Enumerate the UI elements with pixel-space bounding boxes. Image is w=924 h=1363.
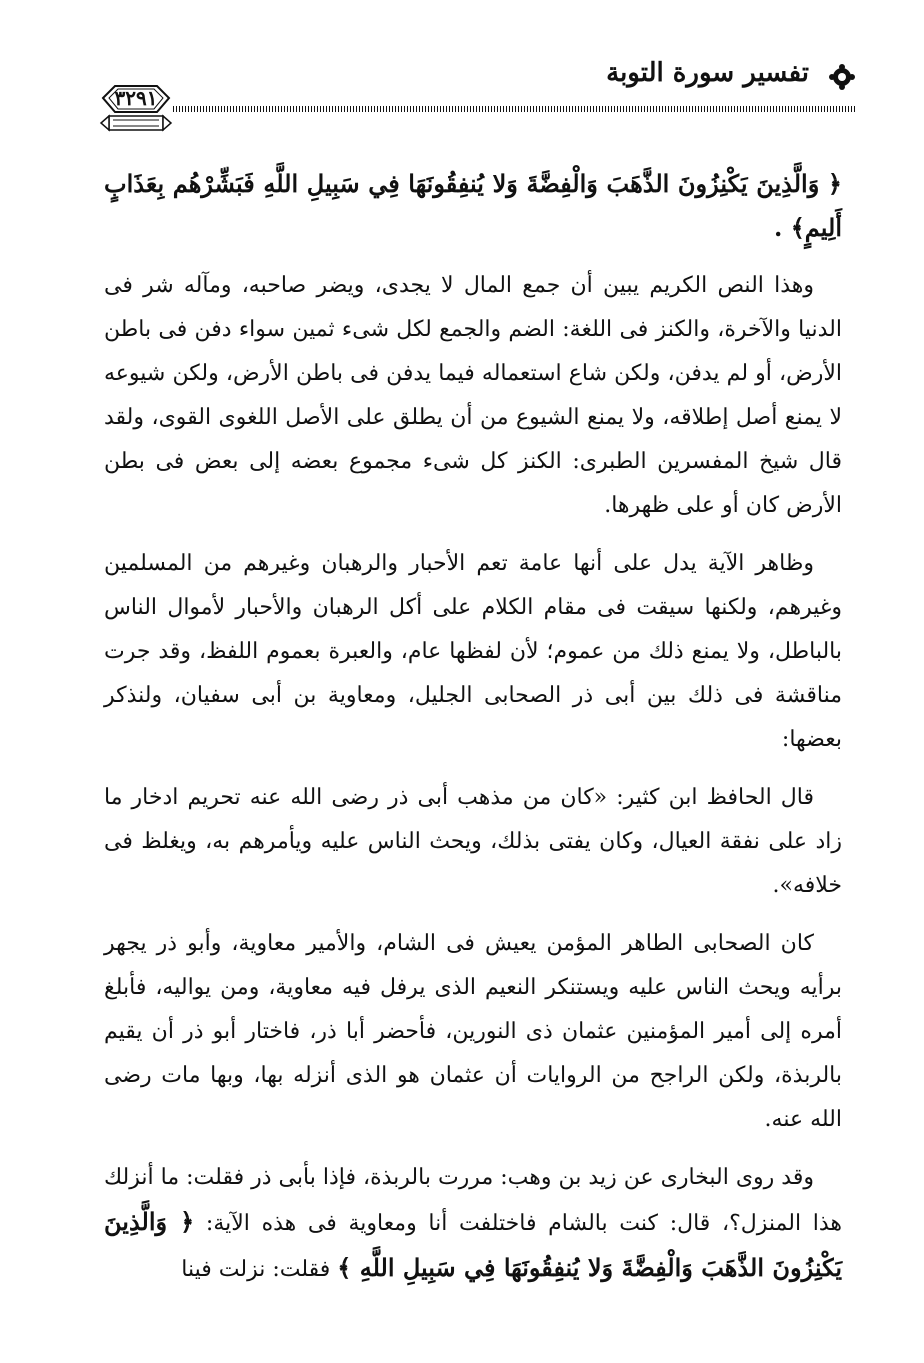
page-body xyxy=(104,162,842,1306)
paragraph-4: كان الصحابى الطاهر المؤمن يعيش فى الشام، والأمير معاوية، وأبو ذر يجهر برأيه ويحث الناس عليه ويستنكر النعيم الذى يرفل فيه معاوية، ومن يواليه، فأبلغ أمره إلى أمير المؤمنين عثمان ذى النورين، فأحضر أبا ذر، فاختار أبو ذر أن يقيم بالربذة، ولكن الراجح من الروايات أن عثمان هو الذى أنزله بها، وبها مات رضى الله عنه. xyxy=(104,931,842,1132)
paragraph-5-tail: فقلت: نزلت فينا xyxy=(181,1257,331,1282)
paragraph-5-text: وقد روى البخارى عن زيد بن وهب: مررت بالربذة، فإذا بأبى ذر فقلت: ما أنزلك هذا المنزل؟، قال: كنت بالشام فاختلفت أنا ومعاوية فى هذه الآية: xyxy=(104,1165,842,1236)
header-rule xyxy=(173,106,855,112)
quran-verse: ﴿ وَالَّذِينَ يَكْنِزُونَ الذَّهَبَ وَالْفِضَّةَ وَلا يُنفِقُونَهَا فِي سَبِيلِ اللَّهِ فَبَشِّرْهُم بِعَذَابٍ أَلِيمٍ﴾ . xyxy=(104,169,842,242)
paragraph-5-verse: ﴿ وَالَّذِينَ يَكْنِزُونَ الذَّهَبَ وَالْفِضَّةَ وَلا يُنفِقُونَهَا فِي سَبِيلِ اللَّهِ ﴾ xyxy=(104,1207,842,1282)
flower-ornament-icon xyxy=(829,64,855,90)
paragraph-5 xyxy=(104,1156,842,1292)
page-header xyxy=(95,52,855,142)
page-number: ٣٢٩١ xyxy=(114,86,158,110)
paragraph-2: وظاهر الآية يدل على أنها عامة تعم الأحبار والرهبان وغيرهم من المسلمين وغيرهم، ولكنها سيقت فى مقام الكلام على أكل الرهبان والأحبار لأموال الناس بالباطل، ولا يمنع ذلك من عموم؛ لأن لفظها عام، والعبرة بعموم اللفظ، وقد جرت مناقشة فى ذلك بين أبى ذر الصحابى الجليل، ومعاوية بن أبى سفيان، ولنذكر بعضها: xyxy=(104,551,842,752)
paragraph-3: قال الحافظ ابن كثير: «كان من مذهب أبى ذر رضى الله عنه تحريم ادخار ما زاد على نفقة العيال، وكان يفتى بذلك، ويحث الناس عليه ويأمرهم به، ويغلظ فى خلافه». xyxy=(104,785,842,898)
running-title: تفسير سورة التوبة xyxy=(606,58,809,88)
paragraph-1: وهذا النص الكريم يبين أن جمع المال لا يجدى، ويضر صاحبه، ومآله شر فى الدنيا والآخرة، والكنز فى اللغة: الضم والجمع لكل شىء ثمين سواء دفن فى باطن الأرض، أو لم يدفن، ولكن شاع استعماله فيما يدفن فى باطن الأرض، ولكن شيوعه لا يمنع أصل إطلاقه، ولا يمنع الشيوع من أن يطلق على الأصل اللغوى القوى، ولقد قال شيخ المفسرين الطبرى: الكنز كل شىء مجموع بعضه إلى بعض فى بطن الأرض كان أو على ظهرها. xyxy=(104,273,842,518)
